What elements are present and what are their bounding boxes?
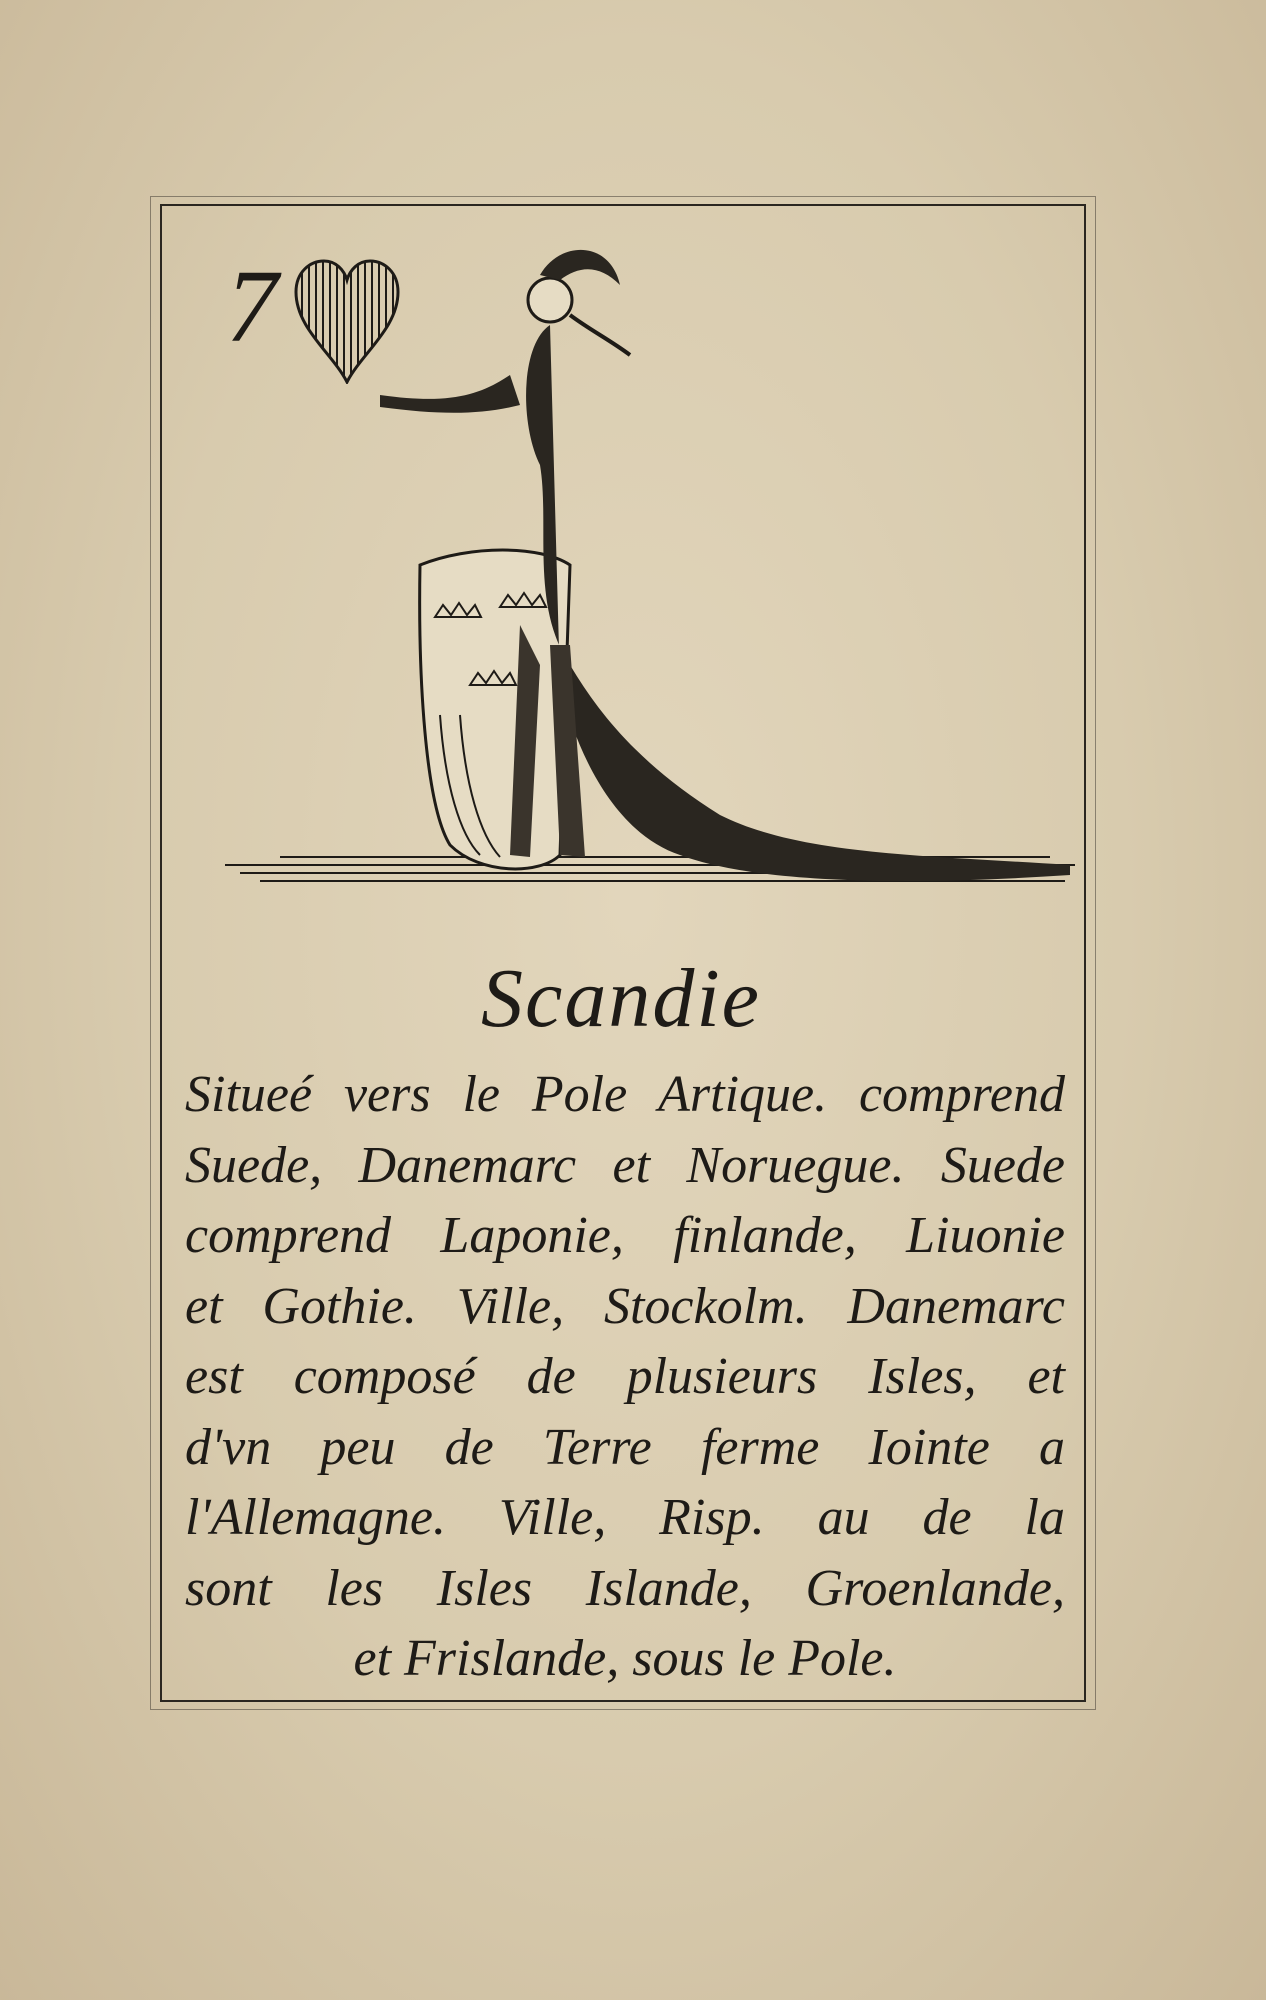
engraved-figure-illustration: [220, 245, 1080, 895]
description-line: comprend Laponie, finlande, Liuonie: [185, 1207, 1065, 1264]
card-title: Scandie: [481, 952, 761, 1045]
description-line: et Frislande, sous le Pole.: [353, 1630, 897, 1687]
description-line: d'vn peu de Terre ferme Iointe a: [185, 1418, 1065, 1476]
card-rank: 7: [226, 249, 278, 364]
description-line: et Gothie. Ville, Stockolm. Danemarc: [185, 1277, 1065, 1335]
description-line: Situeé vers le Pole Artique. comprend: [185, 1066, 1065, 1123]
description-line: est composé de plusieurs Isles, et: [185, 1348, 1065, 1405]
description-line: Suede, Danemarc et Noruegue. Suede: [185, 1136, 1065, 1194]
description-line: sont les Isles Islande, Groenlande,: [185, 1559, 1065, 1617]
description-line: l'Allemagne. Ville, Risp. au de la: [185, 1489, 1065, 1546]
card-description: [185, 1060, 1065, 1695]
